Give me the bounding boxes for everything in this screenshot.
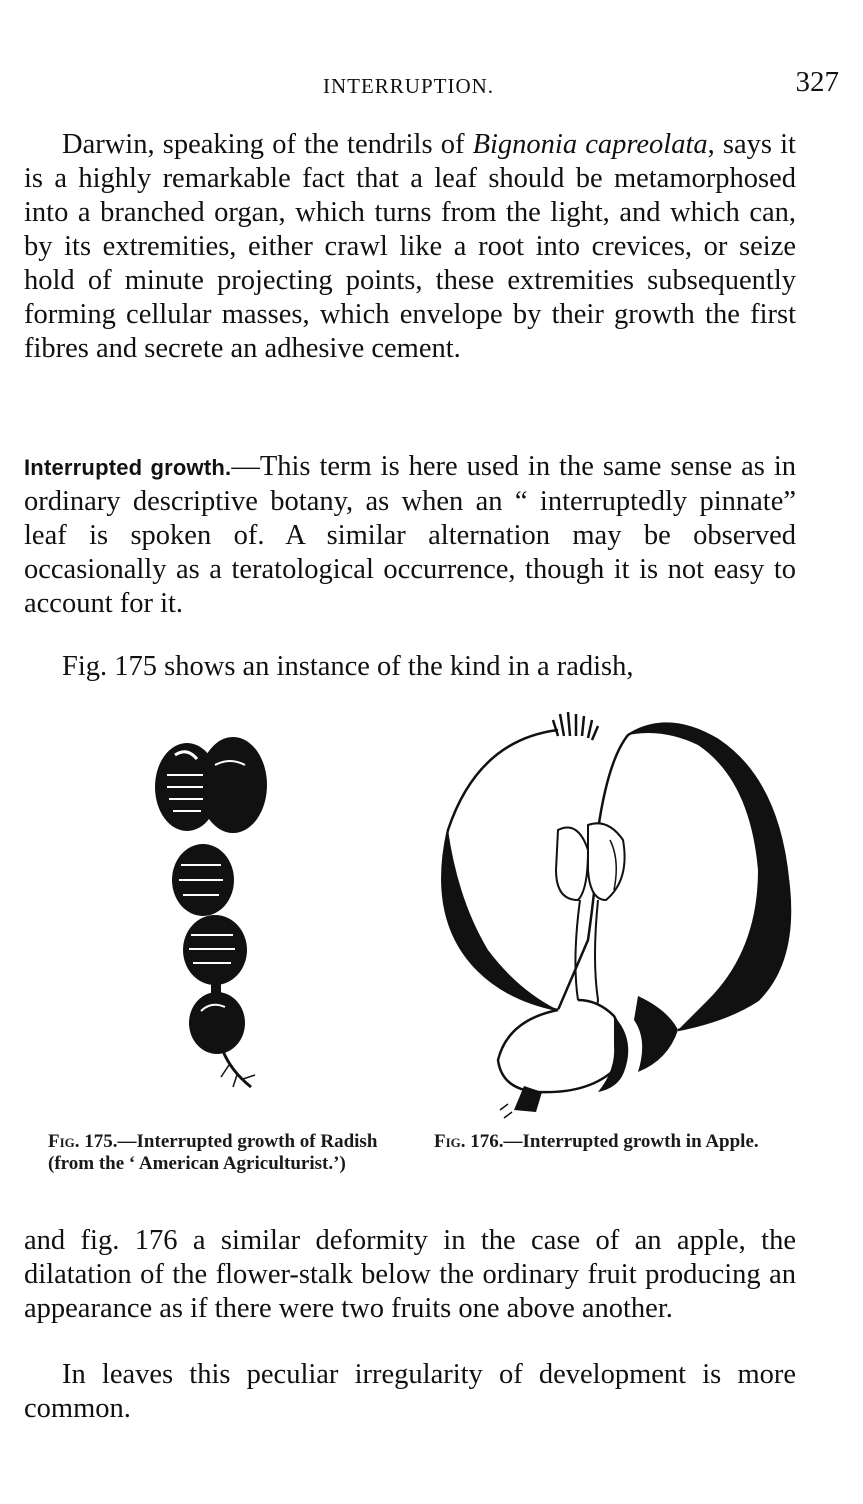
para4-text: and fig. 176 a similar deformity in the case of an apple, the dilatation of the flower-stalk below the ordinary fruit producing an appearance as if there were two fruits one above another. [24, 1225, 796, 1324]
caption-fig-175 [48, 1131, 398, 1175]
figure-176-apple [438, 700, 798, 1120]
paragraph-fig176-description [24, 1224, 796, 1326]
section-heading: Interrupted growth. [24, 455, 232, 480]
fig176-caption-text: —Interrupted growth in Apple. [503, 1131, 759, 1152]
para3-text: Fig. 175 shows an instance of the kind in a radish, [62, 651, 634, 682]
running-head: INTERRUPTION. [322, 74, 495, 98]
species-name: Bignonia capreolata [472, 129, 708, 160]
fig175-caption-text: —Interrupted growth of Radish (from the ‘ American Agriculturist.’) [48, 1131, 378, 1174]
fig176-label: Fig. 176. [434, 1131, 504, 1152]
page-header [24, 66, 839, 106]
paragraph-leaves [24, 1358, 796, 1426]
apple-illustration [438, 700, 798, 1120]
caption-fig-176 [434, 1131, 800, 1153]
paragraph-fig175-intro [24, 650, 796, 684]
paragraph-darwin [24, 128, 796, 366]
figure-175-radish [145, 735, 275, 1095]
fig175-label: Fig. 175. [48, 1131, 118, 1152]
para5-text: In leaves this peculiar irregularity of development is more common. [24, 1359, 796, 1424]
radish-illustration [145, 735, 275, 1095]
para2-text: —This term is here used in the same sense as in ordinary descriptive botany, as when an “ interruptedly pinnate” leaf is spoken of. A similar alternation may be observed occasionally as a teratological occurrence, though it is not easy to account for it. [24, 451, 796, 619]
para1-text-b: , says it is a highly remarkable fact that a leaf should be metamorphosed into a branched organ, which turns from the light, and which can, by its extremities, either crawl like a root into crevices, or seize hold of minute projecting points, these extremities subsequently forming cellular masses, which envelope by their growth the first fibres and secrete an adhesive cement. [24, 129, 796, 364]
para1-text-a: Darwin, speaking of the tendrils of [62, 129, 473, 160]
paragraph-interrupted-growth [24, 450, 796, 621]
page-number: 327 [795, 66, 839, 98]
